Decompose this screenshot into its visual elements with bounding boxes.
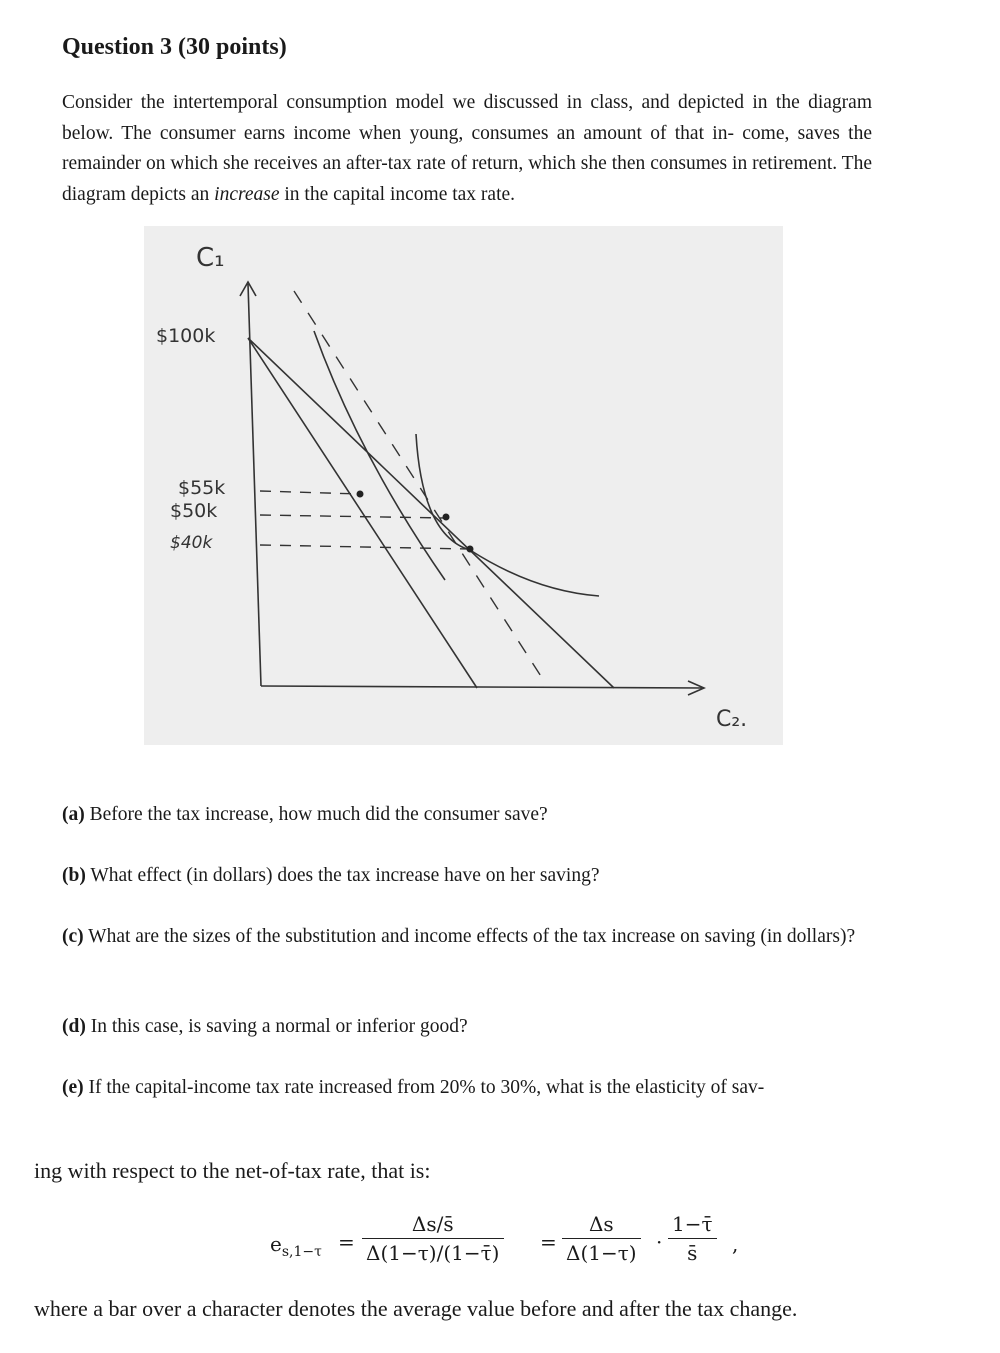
part-e-label: (e): [62, 1077, 84, 1098]
formula-lhs-e: e: [270, 1232, 282, 1256]
intro-text-1: Consider the intertemporal consumption model we discussed in class, and depicted in the diagram below. The consumer earns income when young, consumes an amount of that in- come, saves the remainder on which she receives an after-tax rate of return, which she then consumes in retirement. The diagram depicts an: [62, 92, 872, 205]
part-e-text: If the capital-income tax rate increased from 20% to 30%, what is the elasticity of sav-: [83, 1077, 765, 1098]
formula-equals-2: =: [540, 1230, 557, 1254]
question-intro: [62, 88, 872, 210]
fraction-3-numerator: 1−τ̄: [672, 1212, 713, 1236]
footer-note: where a bar over a character denotes the average value before and after the tax change.: [34, 1296, 798, 1321]
formula-comma: ,: [732, 1232, 739, 1256]
intro-text-2: in the capital income tax rate.: [279, 183, 516, 205]
part-c: [62, 922, 867, 953]
part-a-text: Before the tax increase, how much did the consumer save?: [84, 804, 548, 825]
tangency-point-lower: [467, 546, 474, 553]
y-axis-label: C₁: [196, 243, 225, 273]
budget-line-before-tax: [248, 338, 614, 688]
guide-line-40k: [260, 545, 470, 549]
part-a-label: (a): [62, 804, 85, 825]
indifference-curve-low: [314, 331, 445, 580]
part-c-text: What are the sizes of the substitution and income effects of the tax increase on saving (in dollars)?: [83, 926, 856, 947]
part-d-text: In this case, is saving a normal or inferior good?: [85, 1016, 468, 1037]
formula-fraction-2: [562, 1212, 641, 1265]
tick-label-100k: $100k: [156, 325, 216, 347]
part-d-label: (d): [62, 1016, 86, 1037]
tick-label-55k: $55k: [178, 477, 226, 499]
part-b-label: (b): [62, 865, 86, 886]
formula-dot: ·: [656, 1230, 663, 1254]
formula-lhs: [270, 1232, 322, 1260]
elasticity-formula: [270, 1208, 770, 1278]
formula-fraction-3: [668, 1212, 717, 1265]
part-b-text: What effect (in dollars) does the tax increase have on her saving?: [85, 865, 600, 886]
part-c-label: (c): [62, 926, 84, 947]
part-b: [62, 861, 872, 892]
tick-label-40k: $40k: [170, 533, 213, 553]
part-d: [62, 1012, 872, 1043]
budget-line-after-tax: [248, 338, 477, 688]
part-a: [62, 800, 872, 831]
fraction-2-numerator: Δs: [588, 1212, 614, 1236]
consumption-diagram: [144, 226, 783, 745]
guide-line-55k: [260, 491, 360, 494]
x-axis: [261, 686, 704, 688]
formula-equals-1: =: [338, 1230, 355, 1254]
part-e: [62, 1073, 877, 1104]
question-title: Question 3 (30 points): [62, 34, 287, 60]
fraction-1-denominator: Δ(1−τ)/(1−τ̄): [362, 1238, 504, 1265]
formula-lhs-subscript: s,1−τ: [281, 1244, 322, 1260]
x-axis-label: C₂.: [716, 707, 748, 732]
fraction-2-denominator: Δ(1−τ): [562, 1238, 641, 1265]
tangency-point-upper: [357, 491, 364, 498]
fraction-3-denominator: s̄: [668, 1238, 717, 1265]
diagram-svg: [144, 226, 783, 745]
formula-fraction-1: [362, 1212, 504, 1265]
tangency-point-middle: [443, 514, 450, 521]
part-e-continuation: ing with respect to the net-of-tax rate, that is:: [34, 1158, 431, 1183]
guide-line-50k: [260, 515, 446, 518]
fraction-1-numerator: Δs/s̄: [411, 1212, 454, 1236]
compensated-budget-line: [294, 291, 544, 681]
intro-emphasis: increase: [214, 183, 280, 205]
tick-label-50k: $50k: [170, 500, 218, 522]
